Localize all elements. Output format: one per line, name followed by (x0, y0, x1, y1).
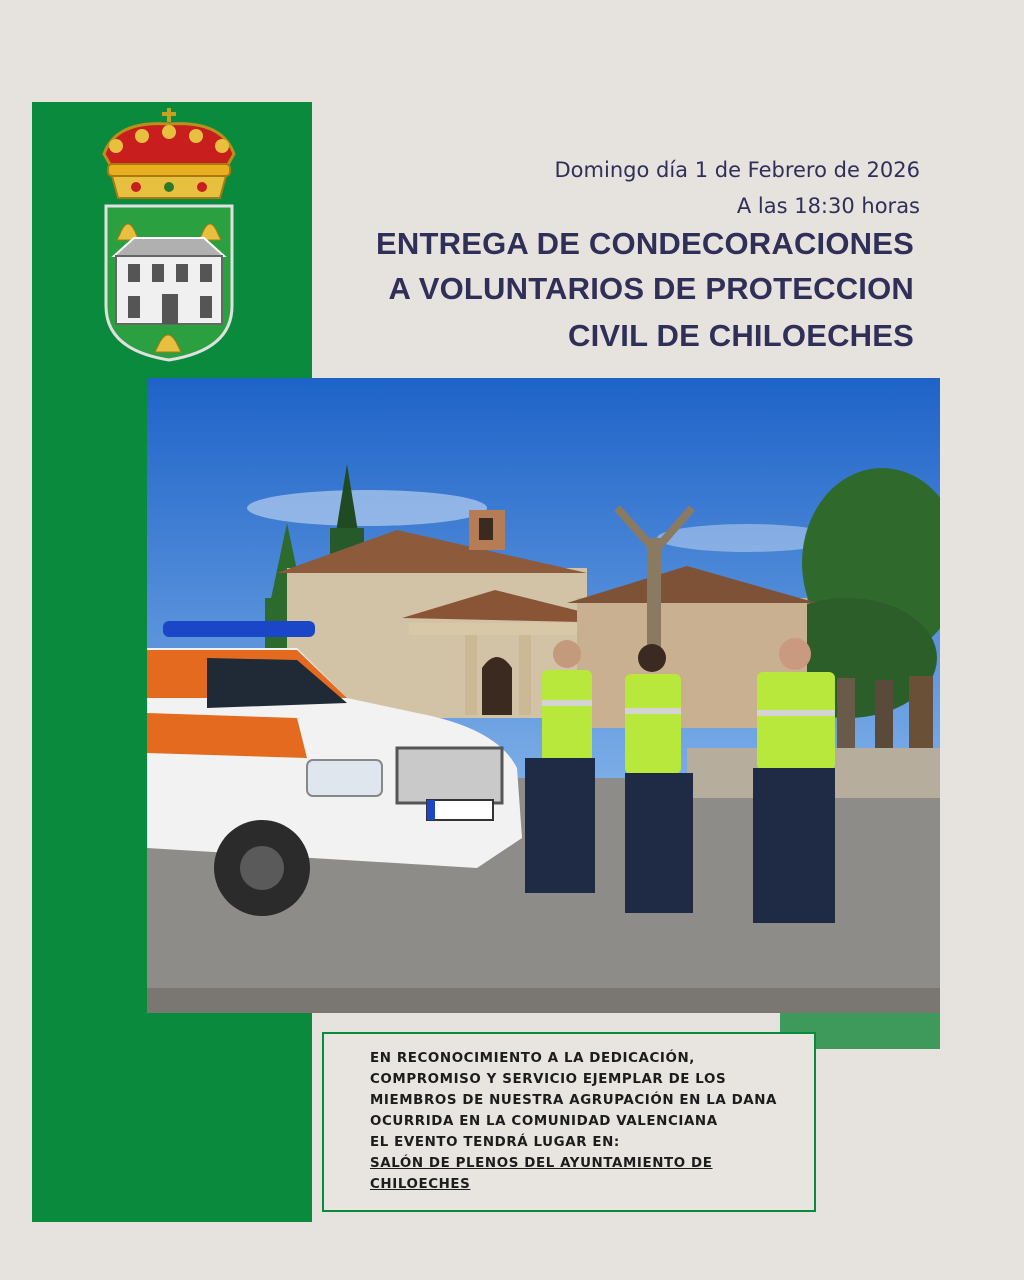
info-line: MIEMBROS DE NUESTRA AGRUPACIÓN EN LA DANA (370, 1093, 778, 1108)
event-time: A las 18:30 horas (736, 194, 920, 218)
title-line-1: ENTREGA DE CONDECORACIONES (376, 226, 914, 261)
venue-line: SALÓN DE PLENOS DEL AYUNTAMIENTO DE (370, 1156, 713, 1171)
venue-line: CHILOECHES (370, 1177, 471, 1192)
title-line-2: A VOLUNTARIOS DE PROTECCION (388, 271, 914, 306)
volunteers-photo-illustration (147, 378, 940, 1013)
title-line-3: CIVIL DE CHILOECHES (568, 318, 914, 353)
coat-of-arms-icon (96, 106, 242, 366)
info-line: EN RECONOCIMIENTO A LA DEDICACIÓN, (370, 1051, 695, 1066)
info-box (322, 1032, 816, 1212)
event-photo (147, 378, 940, 1013)
info-line: EL EVENTO TENDRÁ LUGAR EN: (370, 1135, 620, 1150)
event-date: Domingo día 1 de Febrero de 2026 (554, 158, 920, 182)
info-line: OCURRIDA EN LA COMUNIDAD VALENCIANA (370, 1114, 718, 1129)
info-line: COMPROMISO Y SERVICIO EJEMPLAR DE LOS (370, 1072, 727, 1087)
